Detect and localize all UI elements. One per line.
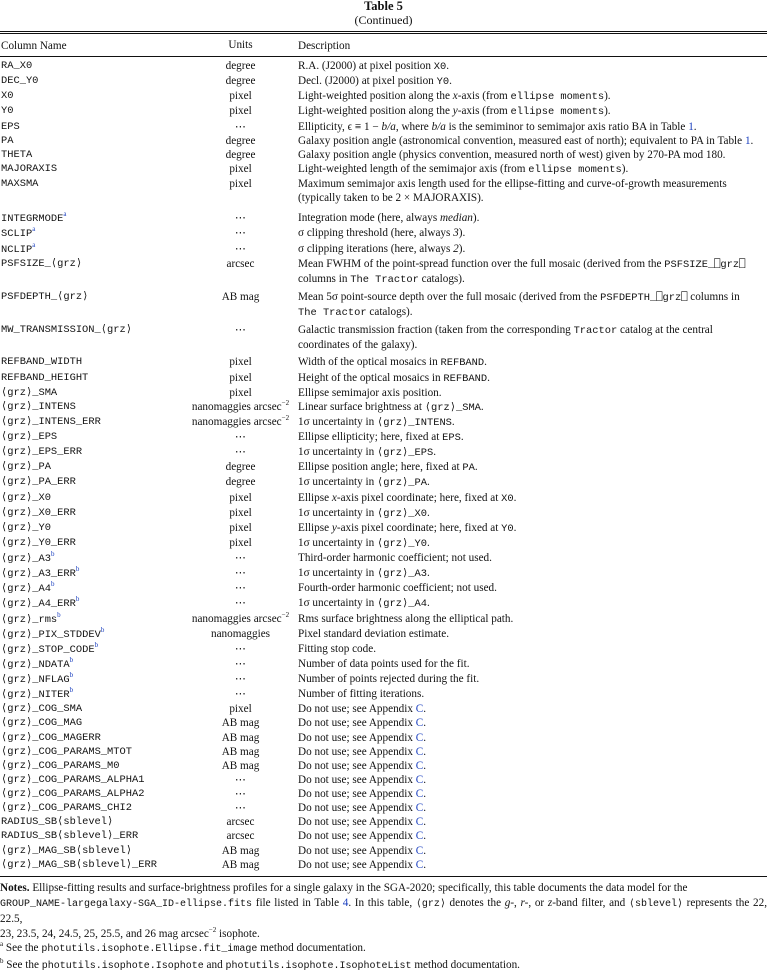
description: Do not use; see Appendix C. <box>297 731 767 745</box>
table-row <box>0 242 767 257</box>
description: σ clipping threshold (here, always 3). <box>297 226 767 241</box>
units: degree <box>184 134 297 148</box>
description: Third-order harmonic coefficient; not used. <box>297 551 767 566</box>
units: AB mag <box>184 858 297 872</box>
description: Light-weighted position along the y-axis (from ellipse moments). <box>297 104 767 119</box>
table-row <box>0 371 767 386</box>
units: pixel <box>184 162 297 177</box>
table-notes <box>0 881 767 974</box>
top-rule-1 <box>0 31 767 32</box>
table-title: Table 5 <box>0 0 767 13</box>
column-name: ⟨grz⟩_rms$^b$ <box>0 612 184 627</box>
units: ⋯ <box>184 672 297 687</box>
bottom-rule <box>0 876 767 877</box>
units: pixel <box>184 702 297 716</box>
column-name: ⟨grz⟩_X0 <box>0 491 184 506</box>
column-name: ⟨grz⟩_COG_MAGERR <box>0 731 184 745</box>
description: Ellipse ellipticity; here, fixed at EPS. <box>297 430 767 445</box>
column-name: ⟨grz⟩_COG_PARAMS_CHI2 <box>0 801 184 815</box>
table-row <box>0 536 767 551</box>
units: AB mag <box>184 716 297 730</box>
column-name: INTEGRMODE$^a$ <box>0 211 184 226</box>
units: pixel <box>184 386 297 400</box>
units: degree <box>184 74 297 89</box>
description: Fourth-order harmonic coefficient; not used. <box>297 581 767 596</box>
units: degree <box>184 148 297 162</box>
column-name: DEC_Y0 <box>0 74 184 89</box>
description: 1σ uncertainty in ⟨grz⟩_X0. <box>297 506 767 521</box>
units: AB mag <box>184 759 297 773</box>
table-row <box>0 787 767 801</box>
column-name: ⟨grz⟩_NDATA$^b$ <box>0 657 184 672</box>
units: nanomaggies arcsec$^{-2}$ <box>184 400 297 415</box>
description: Do not use; see Appendix C. <box>297 773 767 787</box>
table-row <box>0 759 767 773</box>
column-name: ⟨grz⟩_A3_ERR$^b$ <box>0 566 184 581</box>
table-row <box>0 475 767 490</box>
table-row <box>0 177 767 205</box>
units: ⋯ <box>184 430 297 445</box>
column-name: ⟨grz⟩_STOP_CODE$^b$ <box>0 642 184 657</box>
footnote-a: $^a$ See the photutils.isophote.Ellipse.fit_image method documentation. <box>0 941 767 958</box>
column-name: ⟨grz⟩_COG_PARAMS_M0 <box>0 759 184 773</box>
units: ⋯ <box>184 581 297 596</box>
description: Width of the optical mosaics in REFBAND. <box>297 355 767 370</box>
data-table <box>0 35 767 872</box>
description: Galactic transmission fraction (taken from the corresponding Tractor catalog at the central coordinates of the galaxy). <box>297 323 767 352</box>
column-name: REFBAND_HEIGHT <box>0 371 184 386</box>
column-name: ⟨grz⟩_MAG_SB⟨sblevel⟩_ERR <box>0 858 184 872</box>
table-row <box>0 612 767 627</box>
column-name: ⟨grz⟩_Y0 <box>0 521 184 536</box>
column-name: PA <box>0 134 184 148</box>
column-name: ⟨grz⟩_NFLAG$^b$ <box>0 672 184 687</box>
table-row <box>0 430 767 445</box>
description: 1σ uncertainty in ⟨grz⟩_PA. <box>297 475 767 490</box>
units: degree <box>184 475 297 490</box>
units: AB mag <box>184 844 297 858</box>
description: Maximum semimajor axis length used for the ellipse-fitting and curve-of-growth measurements (typically taken to be 2 × MAJORAXIS). <box>297 177 767 205</box>
column-name: ⟨grz⟩_A3$^b$ <box>0 551 184 566</box>
units: AB mag <box>184 731 297 745</box>
table-row <box>0 731 767 745</box>
description: Do not use; see Appendix C. <box>297 745 767 759</box>
units: nanomaggies arcsec$^{-2}$ <box>184 415 297 430</box>
appendix-link[interactable]: C <box>416 717 423 729</box>
units: arcsec <box>184 815 297 829</box>
appendix-link[interactable]: C <box>416 845 423 857</box>
table-row <box>0 323 767 352</box>
description: Do not use; see Appendix C. <box>297 716 767 730</box>
units: pixel <box>184 536 297 551</box>
table-row <box>0 257 767 287</box>
units: arcsec <box>184 257 297 287</box>
units: pixel <box>184 371 297 386</box>
column-name: ⟨grz⟩_SMA <box>0 386 184 400</box>
notes-paragraph: Notes. Ellipse-fitting results and surface-brightness profiles for a single galaxy in the SGA-2020; specifically, this table documents the data model for the GROUP_NAME-largegalaxy-SGA_ID-ellipse.fits file listed in Table 4. In this table, ⟨grz⟩ denotes the g-, r-, or z-band filter, and ⟨sblevel⟩ represents the 22, 22.5, 23, 23.5, 24, 24.5, 25, 25.5, and 26 mag arcsec$^{-2}$ isophote. <box>0 881 767 941</box>
description: Number of points rejected during the fit. <box>297 672 767 687</box>
column-name: ⟨grz⟩_A4$^b$ <box>0 581 184 596</box>
description: Mean 5σ point-source depth over the full mosaic (derived from the PSFDEPTH_⎕grz⎕ columns in The Tractor catalogs). <box>297 290 767 320</box>
header-column-name: Column Name <box>0 35 184 56</box>
table-row <box>0 290 767 320</box>
table-row <box>0 745 767 759</box>
appendix-link[interactable]: C <box>416 703 423 715</box>
appendix-link[interactable]: C <box>416 816 423 828</box>
column-name: REFBAND_WIDTH <box>0 355 184 370</box>
description: Do not use; see Appendix C. <box>297 858 767 872</box>
description: Do not use; see Appendix C. <box>297 787 767 801</box>
appendix-link[interactable]: C <box>416 760 423 772</box>
units: ⋯ <box>184 787 297 801</box>
column-name: RADIUS_SB⟨sblevel⟩ <box>0 815 184 829</box>
table-row <box>0 162 767 177</box>
units: nanomaggies arcsec$^{-2}$ <box>184 612 297 627</box>
table-row <box>0 506 767 521</box>
column-name: ⟨grz⟩_INTENS <box>0 400 184 415</box>
column-name: ⟨grz⟩_EPS_ERR <box>0 445 184 460</box>
description: Ellipse x-axis pixel coordinate; here, fixed at X0. <box>297 491 767 506</box>
description: 1σ uncertainty in ⟨grz⟩_EPS. <box>297 445 767 460</box>
table-row <box>0 627 767 642</box>
table-row <box>0 59 767 74</box>
units: ⋯ <box>184 120 297 134</box>
description: Ellipse semimajor axis position. <box>297 386 767 400</box>
table-row <box>0 74 767 89</box>
description: 1σ uncertainty in ⟨grz⟩_INTENS. <box>297 415 767 430</box>
description: Rms surface brightness along the elliptical path. <box>297 612 767 627</box>
table-row <box>0 596 767 611</box>
column-name: ⟨grz⟩_PA_ERR <box>0 475 184 490</box>
description: R.A. (J2000) at pixel position X0. <box>297 59 767 74</box>
table-row <box>0 773 767 787</box>
column-name: ⟨grz⟩_COG_PARAMS_ALPHA2 <box>0 787 184 801</box>
table-row <box>0 801 767 815</box>
appendix-link[interactable]: C <box>416 859 423 871</box>
units: ⋯ <box>184 211 297 226</box>
units: arcsec <box>184 829 297 843</box>
table-link[interactable]: 4 <box>343 897 349 909</box>
column-name: X0 <box>0 89 184 104</box>
units: AB mag <box>184 290 297 320</box>
column-name: ⟨grz⟩_COG_PARAMS_ALPHA1 <box>0 773 184 787</box>
units: pixel <box>184 177 297 205</box>
column-name: NCLIP$^a$ <box>0 242 184 257</box>
units: ⋯ <box>184 801 297 815</box>
units: ⋯ <box>184 323 297 352</box>
units: pixel <box>184 89 297 104</box>
column-name: RADIUS_SB⟨sblevel⟩_ERR <box>0 829 184 843</box>
column-name: Y0 <box>0 104 184 119</box>
table-row <box>0 355 767 370</box>
units: degree <box>184 460 297 475</box>
table-row <box>0 829 767 843</box>
units: ⋯ <box>184 596 297 611</box>
description: Linear surface brightness at ⟨grz⟩_SMA. <box>297 400 767 415</box>
description: Height of the optical mosaics in REFBAND. <box>297 371 767 386</box>
table-row <box>0 844 767 858</box>
column-name: ⟨grz⟩_A4_ERR$^b$ <box>0 596 184 611</box>
table-row <box>0 104 767 119</box>
description: Do not use; see Appendix C. <box>297 829 767 843</box>
description: Do not use; see Appendix C. <box>297 702 767 716</box>
header-description: Description <box>297 35 767 56</box>
top-rule-2 <box>0 33 767 34</box>
table-row <box>0 415 767 430</box>
column-name: ⟨grz⟩_PA <box>0 460 184 475</box>
description: Mean FWHM of the point-spread function over the full mosaic (derived from the PSFSIZE_⎕grz⎕ columns in The Tractor catalogs). <box>297 257 767 287</box>
column-name: PSFSIZE_⟨grz⟩ <box>0 257 184 287</box>
table-link[interactable]: 1 <box>688 121 694 133</box>
table-row <box>0 657 767 672</box>
description: Number of data points used for the fit. <box>297 657 767 672</box>
units: degree <box>184 59 297 74</box>
description: Do not use; see Appendix C. <box>297 844 767 858</box>
table-row <box>0 211 767 226</box>
units: ⋯ <box>184 642 297 657</box>
column-name: ⟨grz⟩_X0_ERR <box>0 506 184 521</box>
table-row <box>0 521 767 536</box>
units: pixel <box>184 491 297 506</box>
appendix-link[interactable]: C <box>416 774 423 786</box>
units: pixel <box>184 355 297 370</box>
table-row <box>0 566 767 581</box>
description: Pixel standard deviation estimate. <box>297 627 767 642</box>
units: AB mag <box>184 745 297 759</box>
table-header-row <box>0 35 767 56</box>
table-link[interactable]: 1 <box>745 135 751 147</box>
description: Number of fitting iterations. <box>297 687 767 702</box>
column-name: ⟨grz⟩_COG_SMA <box>0 702 184 716</box>
description: Galaxy position angle (astronomical convention, measured east of north); equivalent to PA in Table 1. <box>297 134 767 148</box>
table-row <box>0 226 767 241</box>
table-row <box>0 815 767 829</box>
appendix-link[interactable]: C <box>416 802 423 814</box>
description: Light-weighted length of the semimajor axis (from ellipse moments). <box>297 162 767 177</box>
header-units: Units <box>184 35 297 56</box>
column-name: ⟨grz⟩_COG_MAG <box>0 716 184 730</box>
units: pixel <box>184 104 297 119</box>
column-name: MW_TRANSMISSION_⟨grz⟩ <box>0 323 184 352</box>
column-name: ⟨grz⟩_EPS <box>0 430 184 445</box>
column-name: ⟨grz⟩_MAG_SB⟨sblevel⟩ <box>0 844 184 858</box>
units: ⋯ <box>184 657 297 672</box>
description: 1σ uncertainty in ⟨grz⟩_Y0. <box>297 536 767 551</box>
appendix-link[interactable]: C <box>416 788 423 800</box>
footnote-b: $^b$ See the photutils.isophote.Isophote and photutils.isophote.IsophoteList method documentation. <box>0 958 767 974</box>
appendix-link[interactable]: C <box>416 746 423 758</box>
table-row <box>0 134 767 148</box>
units: nanomaggies <box>184 627 297 642</box>
column-name: ⟨grz⟩_NITER$^b$ <box>0 687 184 702</box>
column-name: ⟨grz⟩_INTENS_ERR <box>0 415 184 430</box>
description: Do not use; see Appendix C. <box>297 815 767 829</box>
units: ⋯ <box>184 566 297 581</box>
units: ⋯ <box>184 551 297 566</box>
column-name: RA_X0 <box>0 59 184 74</box>
column-name: MAJORAXIS <box>0 162 184 177</box>
description: 1σ uncertainty in ⟨grz⟩_A3. <box>297 566 767 581</box>
column-name: THETA <box>0 148 184 162</box>
table-row <box>0 687 767 702</box>
description: Do not use; see Appendix C. <box>297 759 767 773</box>
table-row <box>0 460 767 475</box>
column-name: MAXSMA <box>0 177 184 205</box>
column-name: EPS <box>0 120 184 134</box>
table-row <box>0 858 767 872</box>
column-name: SCLIP$^a$ <box>0 226 184 241</box>
description: Do not use; see Appendix C. <box>297 801 767 815</box>
table-row <box>0 672 767 687</box>
table-row <box>0 581 767 596</box>
description: Fitting stop code. <box>297 642 767 657</box>
table-row <box>0 386 767 400</box>
description: 1σ uncertainty in ⟨grz⟩_A4. <box>297 596 767 611</box>
column-name: ⟨grz⟩_PIX_STDDEV$^b$ <box>0 627 184 642</box>
column-name: ⟨grz⟩_COG_PARAMS_MTOT <box>0 745 184 759</box>
table-row <box>0 702 767 716</box>
column-name: ⟨grz⟩_Y0_ERR <box>0 536 184 551</box>
table-row <box>0 148 767 162</box>
description: Galaxy position angle (physics convention, measured north of west) given by 270-PA mod 180. <box>297 148 767 162</box>
units: ⋯ <box>184 242 297 257</box>
table-row <box>0 716 767 730</box>
units: ⋯ <box>184 226 297 241</box>
table-row <box>0 445 767 460</box>
description: Light-weighted position along the x-axis (from ellipse moments). <box>297 89 767 104</box>
table-row <box>0 491 767 506</box>
units: ⋯ <box>184 445 297 460</box>
appendix-link[interactable]: C <box>416 732 423 744</box>
table-row <box>0 120 767 134</box>
units: pixel <box>184 506 297 521</box>
description: σ clipping iterations (here, always 2). <box>297 242 767 257</box>
table-subtitle: (Continued) <box>0 13 767 27</box>
units: pixel <box>184 521 297 536</box>
units: ⋯ <box>184 773 297 787</box>
table-row <box>0 551 767 566</box>
table-row <box>0 642 767 657</box>
units: ⋯ <box>184 687 297 702</box>
table-row <box>0 400 767 415</box>
table-row <box>0 89 767 104</box>
appendix-link[interactable]: C <box>416 830 423 842</box>
column-name: PSFDEPTH_⟨grz⟩ <box>0 290 184 320</box>
description: Ellipticity, ϵ ≡ 1 − b/a, where b/a is the semiminor to semimajor axis ratio BA in Table 1. <box>297 120 767 134</box>
description: Ellipse y-axis pixel coordinate; here, fixed at Y0. <box>297 521 767 536</box>
description: Integration mode (here, always median). <box>297 211 767 226</box>
description: Decl. (J2000) at pixel position Y0. <box>297 74 767 89</box>
description: Ellipse position angle; here, fixed at PA. <box>297 460 767 475</box>
